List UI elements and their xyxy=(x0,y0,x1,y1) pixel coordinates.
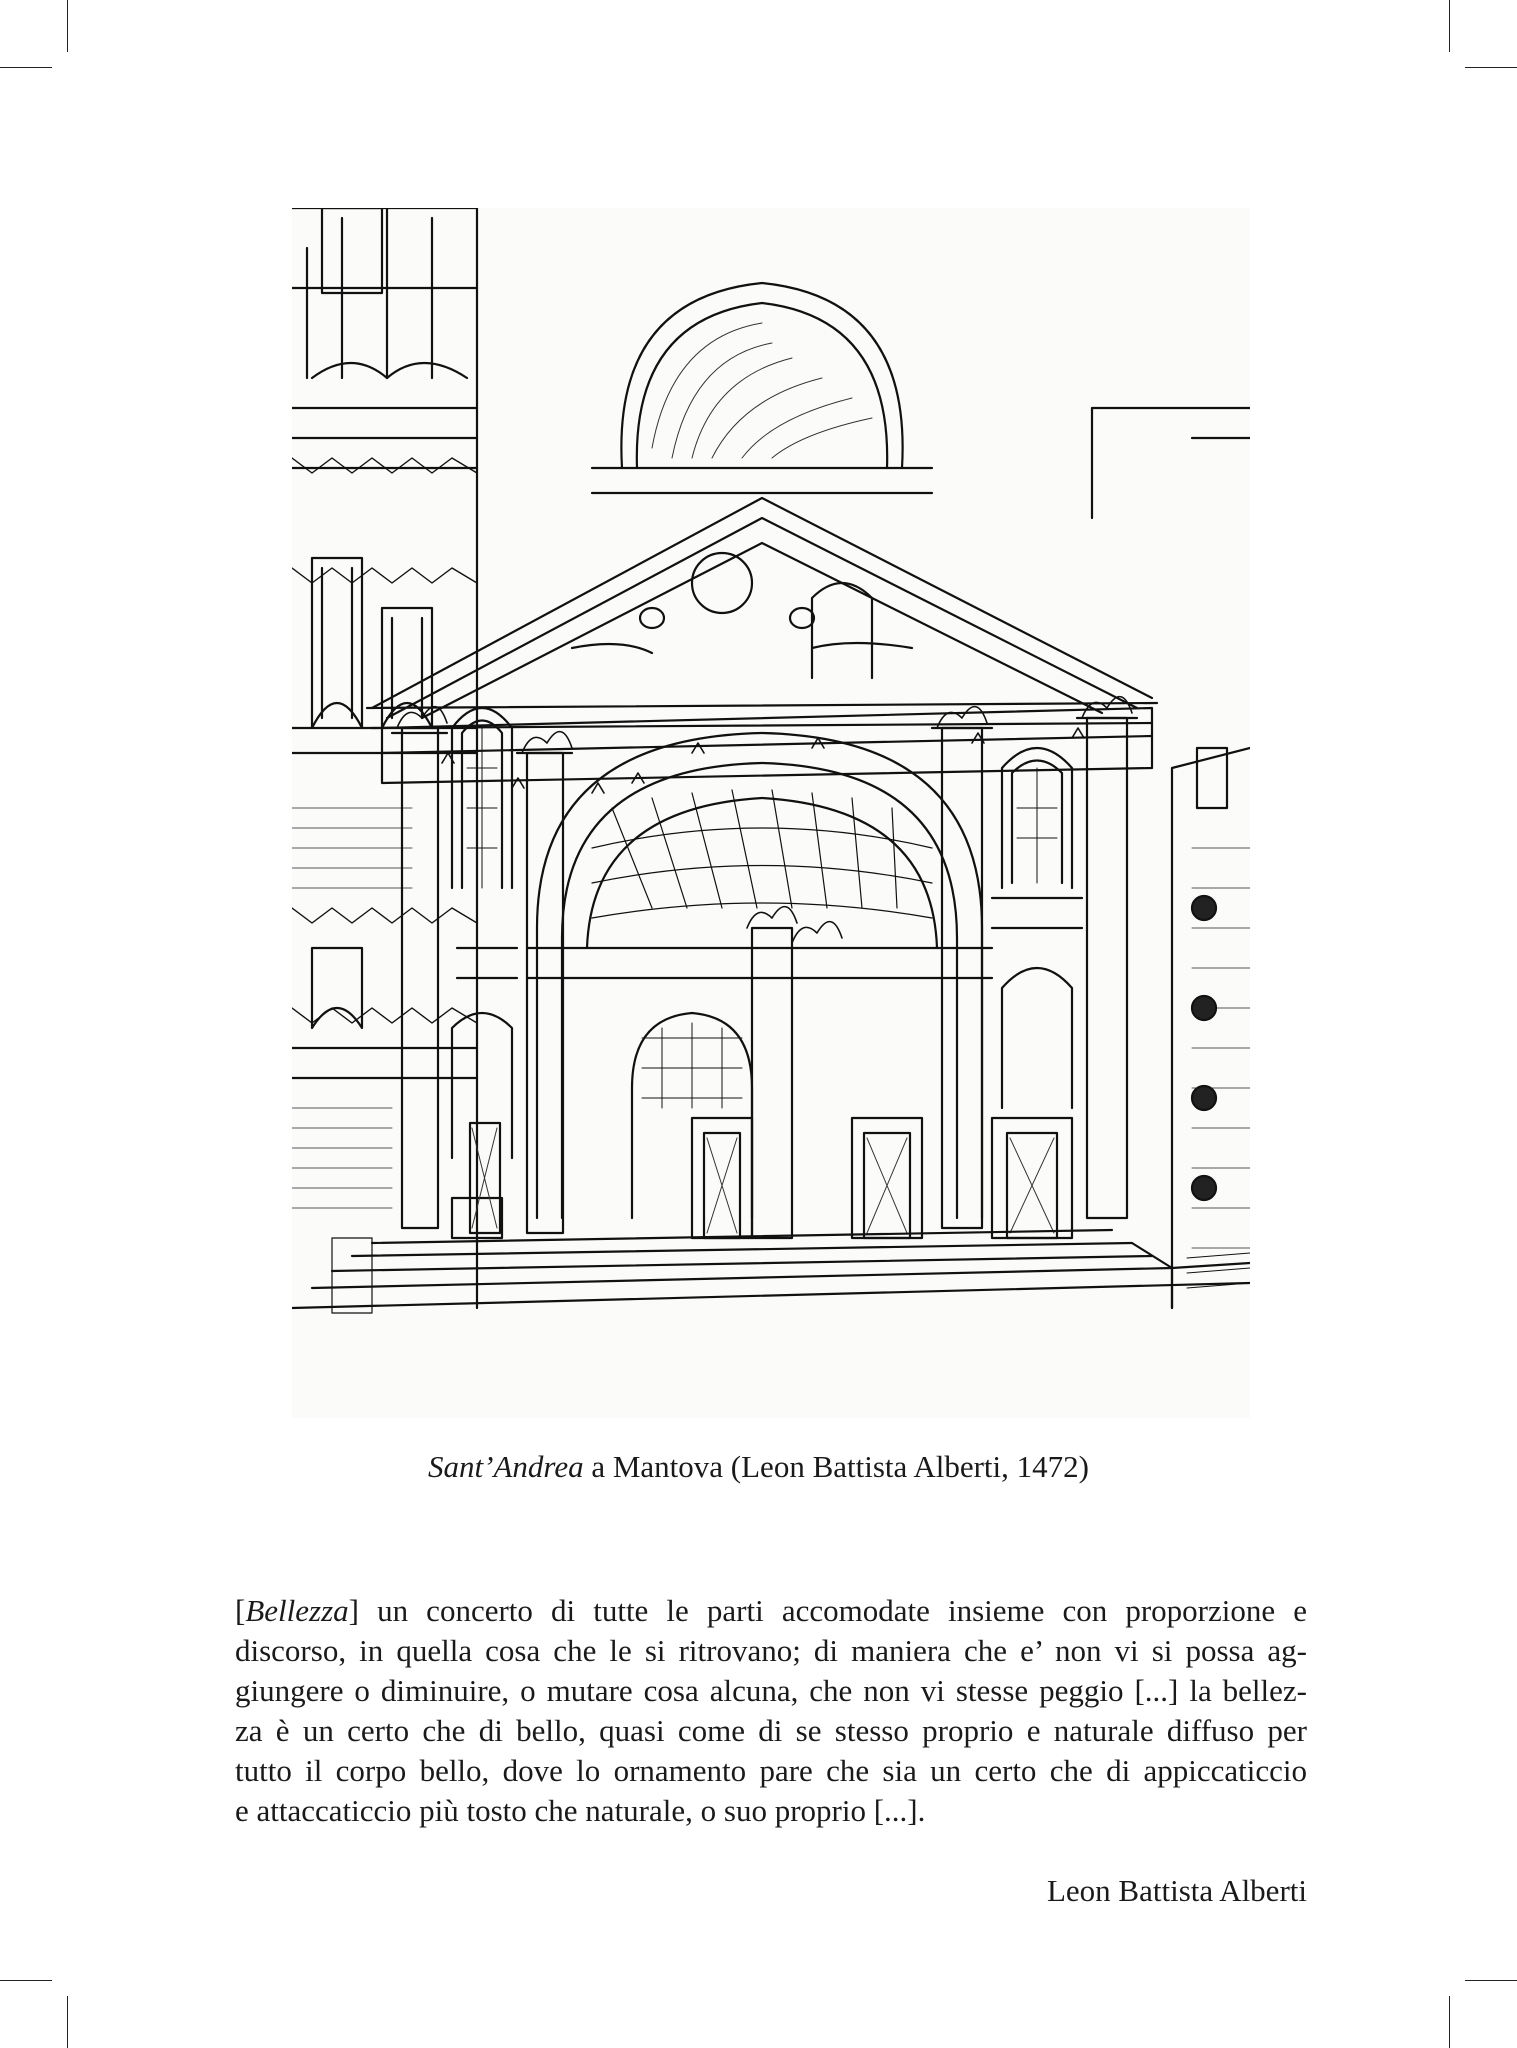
quote-line-5: tutto il corpo bello, dove lo ornamento pare che sia un certo che di appiccaticcio xyxy=(235,1753,1307,1788)
bell-tower xyxy=(292,208,477,1313)
crop-mark-bottom-right-vertical xyxy=(1449,1996,1450,2048)
left-bays xyxy=(392,708,572,1238)
quote-line-1 xyxy=(235,1591,1307,1631)
entrance-steps xyxy=(292,1230,1250,1308)
quote-line-3: giungere o diminuire, o mutare cosa alcuna, che non vi stesse peggio [...] la bellez- xyxy=(235,1673,1307,1708)
crop-mark-top-left-vertical xyxy=(67,0,68,52)
crop-mark-top-right-horizontal xyxy=(1465,67,1517,68)
crop-mark-bottom-left-horizontal xyxy=(0,1980,52,1981)
quote-block xyxy=(235,1591,1307,1831)
quote-italic-word: Bellezza xyxy=(245,1593,349,1628)
crop-mark-bottom-right-horizontal xyxy=(1465,1980,1517,1981)
crop-mark-top-left-horizontal xyxy=(0,67,52,68)
quote-line-6: e attaccaticcio più tosto che naturale, o suo proprio [...]. xyxy=(235,1793,926,1828)
right-building xyxy=(1092,408,1250,1308)
crop-mark-bottom-left-vertical xyxy=(67,1996,68,2048)
caption-italic-title: Sant’Andrea xyxy=(428,1449,584,1484)
pediment xyxy=(367,498,1157,728)
right-bays xyxy=(692,583,1216,1238)
rear-vault xyxy=(592,283,932,493)
church-facade-drawing xyxy=(292,208,1250,1418)
quote-line-2: discorso, in quella cosa che le si ritrovano; di maniera che e’ non vi si possa ag- xyxy=(235,1633,1307,1668)
quote-line-4: za è un certo che di bello, quasi come di se stesso proprio e naturale diffuso per xyxy=(235,1713,1307,1748)
quote-open-bracket: [ xyxy=(235,1593,246,1628)
crop-mark-top-right-vertical xyxy=(1449,0,1450,52)
quote-author: Leon Battista Alberti xyxy=(1046,1873,1307,1908)
figure-caption xyxy=(0,1447,1517,1487)
caption-text: a Mantova (Leon Battista Alberti, 1472) xyxy=(583,1449,1089,1484)
quote-line-1-text: ] un concerto di tutte le parti accomodate insieme con proporzione e xyxy=(348,1593,1307,1628)
